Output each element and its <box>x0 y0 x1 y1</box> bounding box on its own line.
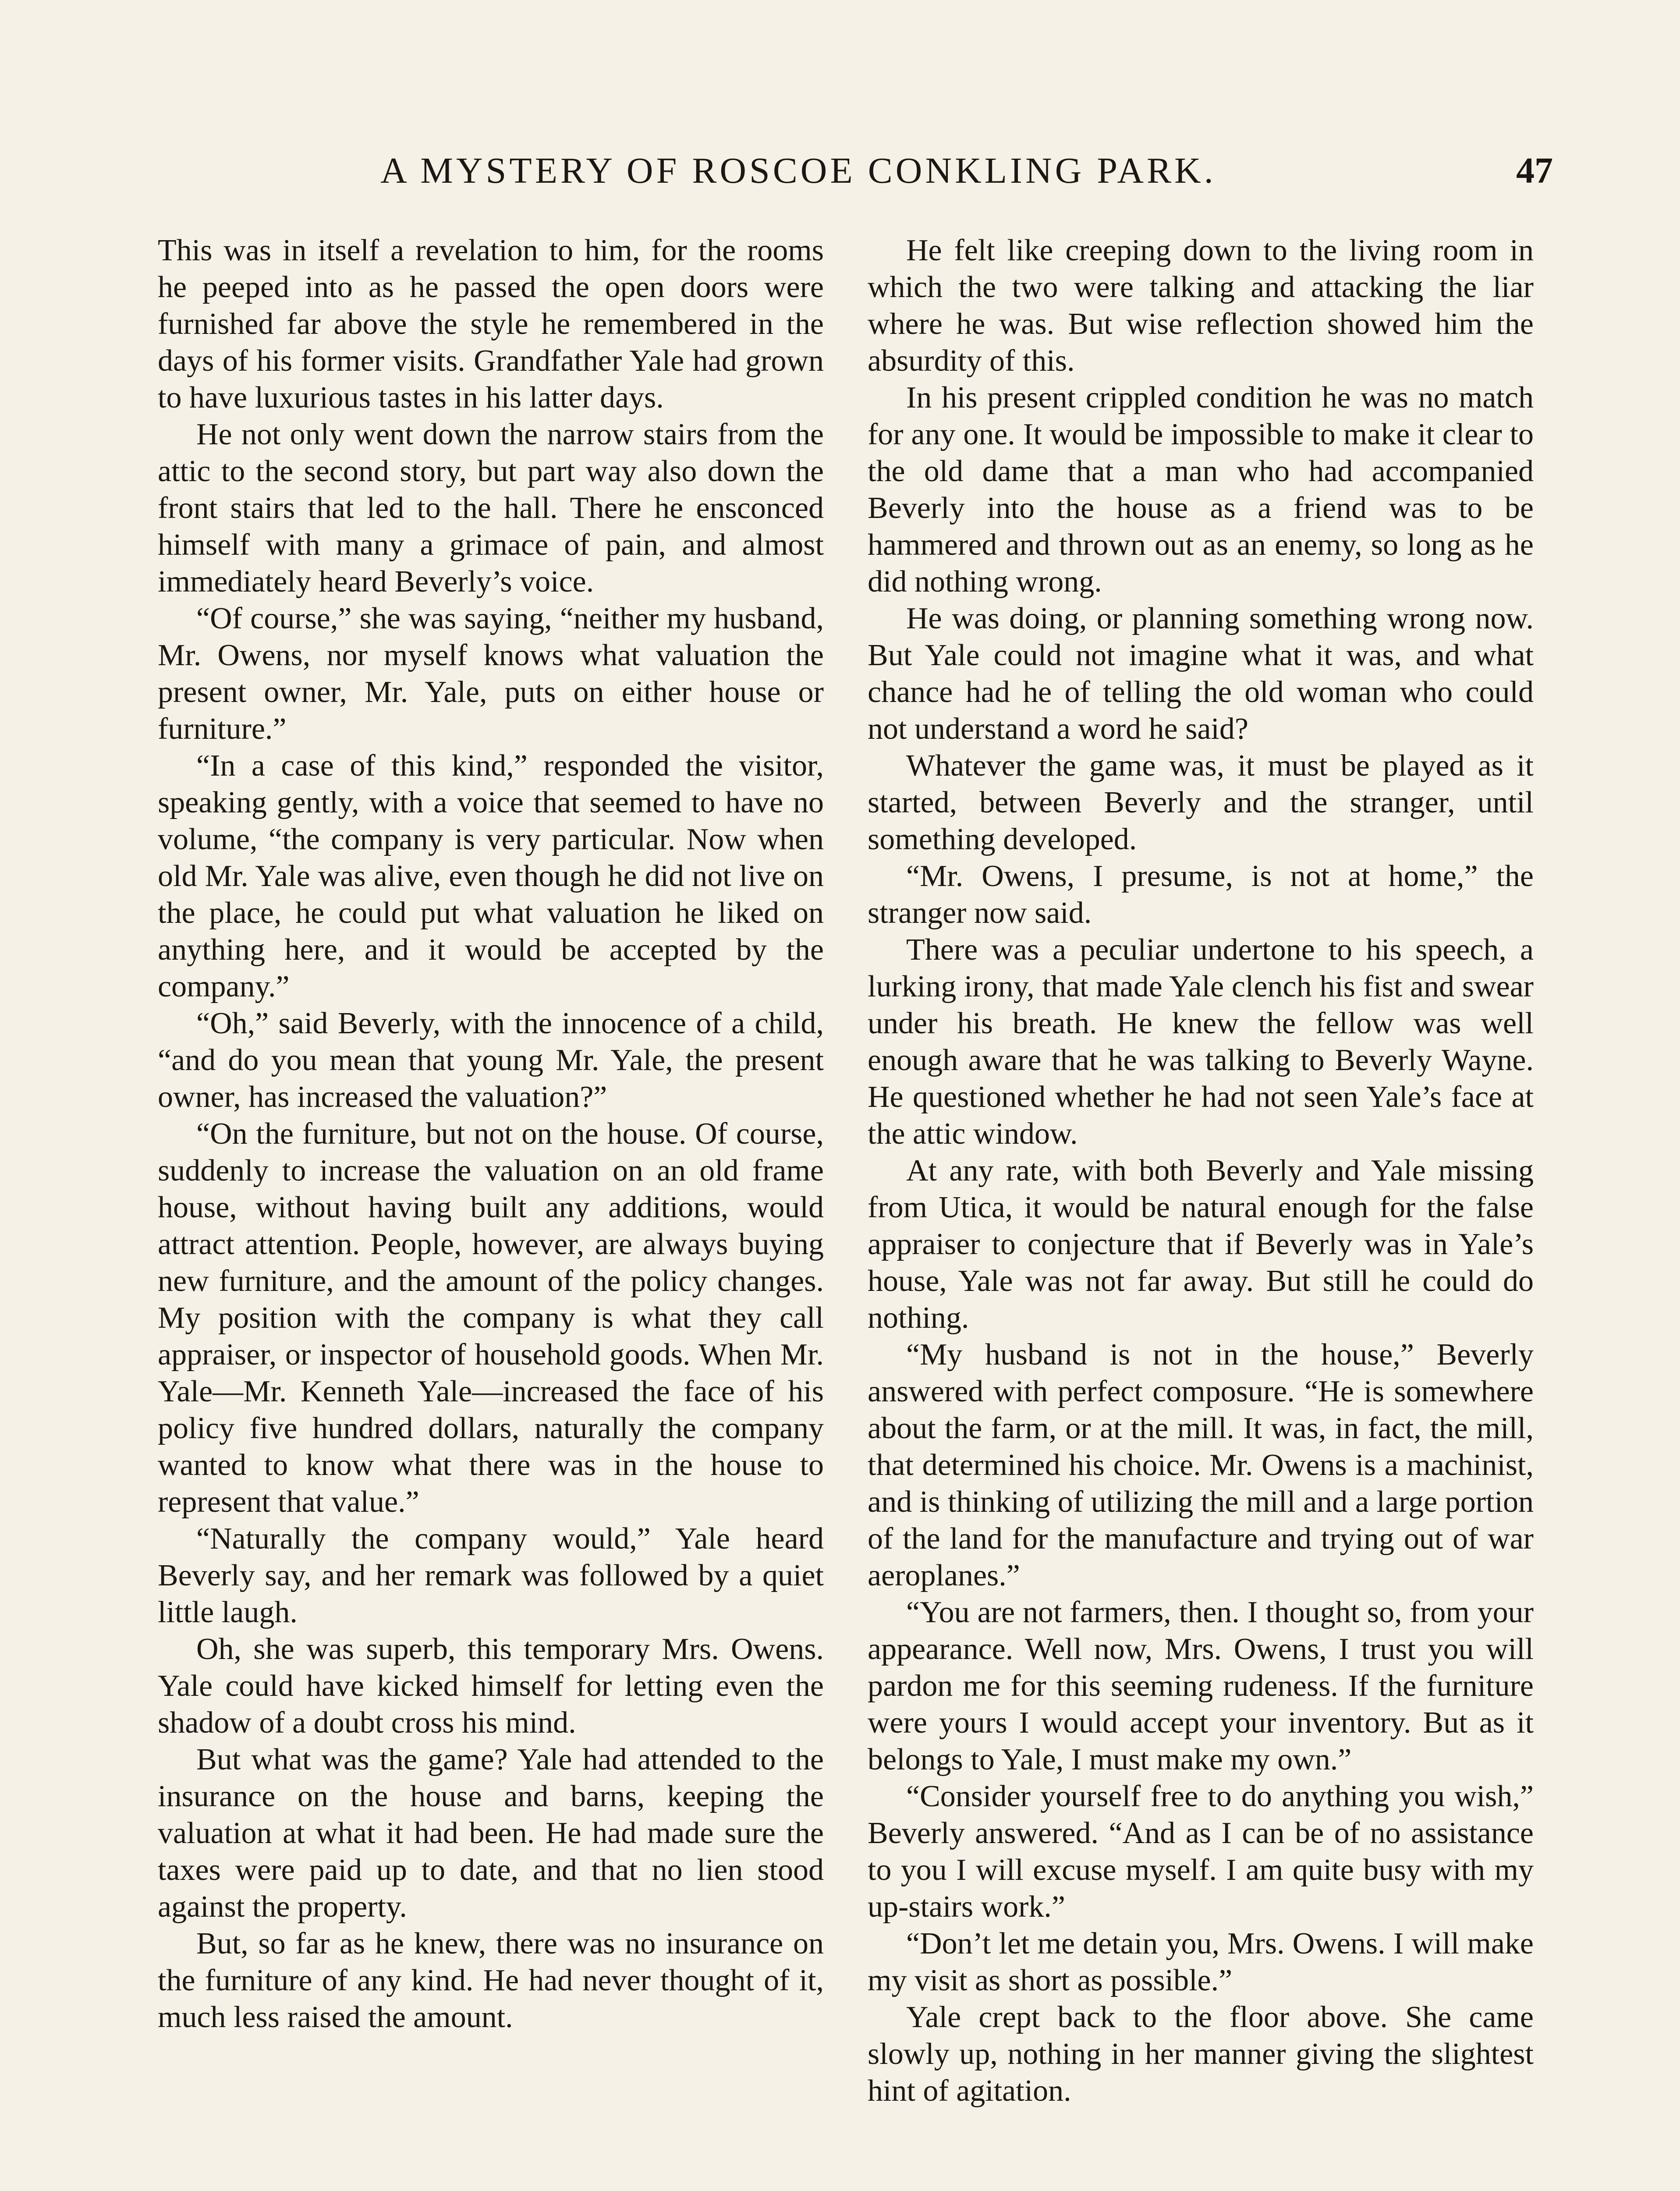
paragraph: Yale crept back to the floor above. She came slowly up, nothing in her manner giving the slightest hint of agitation. <box>868 2000 1534 2108</box>
paragraph: At any rate, with both Beverly and Yale missing from Utica, it would be natural enough for the false appraiser to conjecture that if Beverly was in Yale’s house, Yale was not far away. But still he could do nothing. <box>868 1154 1534 1335</box>
paragraph: “Mr. Owens, I presume, is not at home,” the stranger now said. <box>868 859 1534 930</box>
page-number: 47 <box>1516 150 1553 191</box>
paragraph: Whatever the game was, it must be played as it started, between Beverly and the stranger, until something developed. <box>868 749 1534 856</box>
paragraph: He not only went down the narrow stairs from the attic to the second story, but part way also down the front stairs that led to the hall. There he ensconced himself with many a grimace of pain, and almost immediately heard Beverly’s voice. <box>158 418 824 599</box>
paragraph: “You are not farmers, then. I thought so, from your appearance. Well now, Mrs. Owens, I trust you will pardon me for this seeming rudeness. If the furniture were yours I would accept your inventory. But as it belongs to Yale, I must make my own.” <box>868 1595 1534 1776</box>
paragraph: “Don’t let me detain you, Mrs. Owens. I will make my visit as short as possible.” <box>868 1927 1534 1997</box>
paragraph: “Naturally the company would,” Yale heard Beverly say, and her remark was followed by a quiet little laugh. <box>158 1522 824 1629</box>
paragraph: “Oh,” said Beverly, with the innocence of a child, “and do you mean that young Mr. Yale, the present owner, has increased the valuation?” <box>158 1007 824 1114</box>
paragraph: But what was the game? Yale had attended to the insurance on the house and barns, keeping the valuation at what it had been. He had made sure the taxes were paid up to date, and that no lien stood against the property. <box>158 1743 824 1924</box>
paragraph: He was doing, or planning something wrong now. But Yale could not imagine what it was, and what chance had he of telling the old woman who could not understand a word he said? <box>868 602 1534 746</box>
paragraph: “In a case of this kind,” responded the visitor, speaking gently, with a voice that seemed to have no volume, “the company is very particular. Now when old Mr. Yale was alive, even though he did not live on the place, he could put what valuation he liked on anything here, and it would be accepted by the company.” <box>158 749 824 1003</box>
paragraph: “Of course,” she was saying, “neither my husband, Mr. Owens, nor myself knows what valuation the present owner, Mr. Yale, puts on either house or furniture.” <box>158 602 824 746</box>
paragraph: There was a peculiar undertone to his speech, a lurking irony, that made Yale clench his fist and swear under his breath. He knew the fellow was well enough aware that he was talking to Beverly Wayne. He questioned whether he had not seen Yale’s face at the attic window. <box>868 933 1534 1151</box>
text-column-left <box>158 232 824 2036</box>
paragraph: “On the furniture, but not on the house. Of course, suddenly to increase the valuation on an old frame house, without having built any additions, would attract attention. People, however, are always buying new furniture, and the amount of the policy changes. My position with the company is what they call appraiser, or inspector of household goods. When Mr. Yale—Mr. Kenneth Yale—increased the face of his policy five hundred dollars, naturally the company wanted to know what there was in the house to represent that value.” <box>158 1117 824 1519</box>
running-header <box>158 145 1553 210</box>
paragraph: This was in itself a revelation to him, for the rooms he peeped into as he passed the open doors were furnished far above the style he remembered in the days of his former visits. Grandfather Yale had grown to have luxurious tastes in his latter days. <box>158 234 824 415</box>
paragraph: In his present crippled condition he was no match for any one. It would be impossible to make it clear to the old dame that a man who had accompanied Beverly into the house as a friend was to be hammered and thrown out as an enemy, so long as he did nothing wrong. <box>868 381 1534 599</box>
paragraph: “Consider yourself free to do anything you wish,” Beverly answered. “And as I can be of no assistance to you I will excuse myself. I am quite busy with my up-stairs work.” <box>868 1780 1534 1924</box>
paragraph: Oh, she was superb, this temporary Mrs. Owens. Yale could have kicked himself for letting even the shadow of a doubt cross his mind. <box>158 1632 824 1740</box>
paragraph: “My husband is not in the house,” Beverly answered with perfect composure. “He is somewhere about the farm, or at the mill. It was, in fact, the mill, that determined his choice. Mr. Owens is a machinist, and is thinking of utilizing the mill and a large portion of the land for the manufacture and trying out of war aeroplanes.” <box>868 1338 1534 1592</box>
text-column-right <box>868 232 1534 2109</box>
running-title: A MYSTERY OF ROSCOE CONKLING PARK. <box>380 150 1216 191</box>
paragraph: But, so far as he knew, there was no insurance on the furniture of any kind. He had never thought of it, much less raised the amount. <box>158 1927 824 2034</box>
paragraph: He felt like creeping down to the living room in which the two were talking and attacking the liar where he was. But wise reflection showed him the absurdity of this. <box>868 234 1534 378</box>
